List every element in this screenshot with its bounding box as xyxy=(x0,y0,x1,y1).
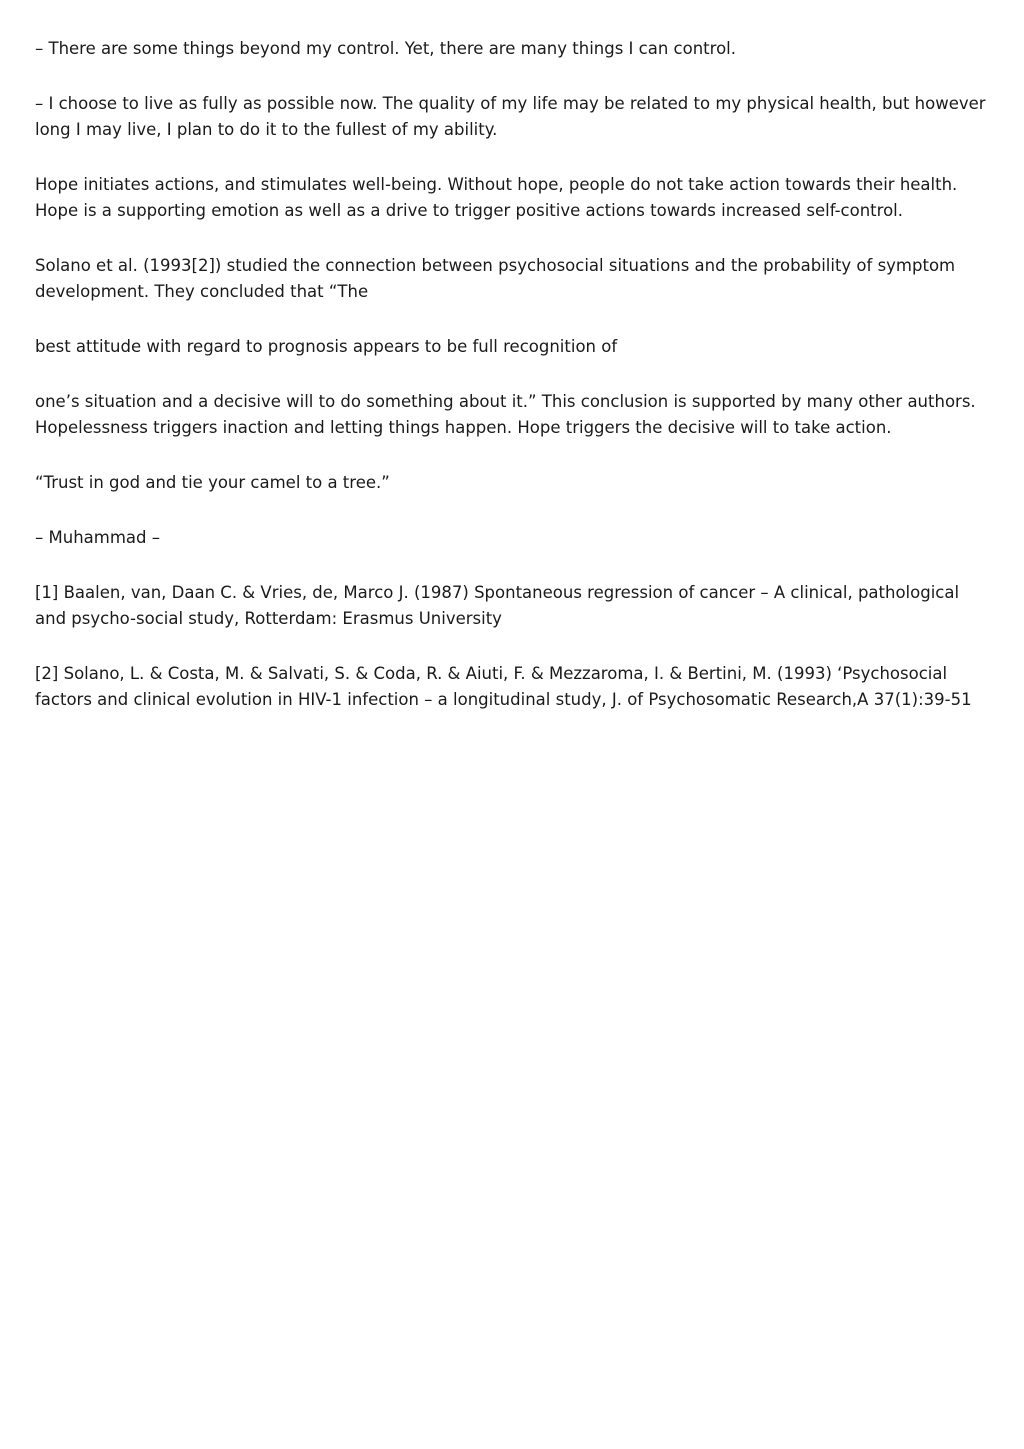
document-body xyxy=(35,36,995,742)
paragraph-control: – There are some things beyond my control. Yet, there are many things I can control. xyxy=(35,39,736,58)
paragraph-live-fully: – I choose to live as fully as possible now. The quality of my life may be related to my physical health, but however long I may live, I plan to do it to the fullest of my ability. xyxy=(35,94,986,139)
reference-2: [2] Solano, L. & Costa, M. & Salvati, S. & Coda, R. & Aiuti, F. & Mezzaroma, I. & Bertini, M. (1993) ‘Psychosocial factors and clinical evolution in HIV-1 infection – a longitudinal study, J. of Psychosomatic Research,A 37(1):39-51 xyxy=(35,664,972,709)
reference-1: [1] Baalen, van, Daan C. & Vries, de, Marco J. (1987) Spontaneous regression of cancer – A clinical, pathological and psycho-social study, Rotterdam: Erasmus University xyxy=(35,583,960,628)
paragraph-best-attitude: best attitude with regard to prognosis appears to be full recognition of xyxy=(35,337,618,356)
quote-camel: “Trust in god and tie your camel to a tree.” xyxy=(35,473,390,492)
quote-attribution: – Muhammad – xyxy=(35,528,160,547)
paragraph-hope-actions: Hope initiates actions, and stimulates well-being. Without hope, people do not take action towards their health. Hope is a supporting emotion as well as a drive to trigger positive actions towards increased self-control. xyxy=(35,175,958,220)
paragraph-decisive-will: one’s situation and a decisive will to do something about it.” This conclusion is supported by many other authors. Hopelessness triggers inaction and letting things happen. Hope triggers the decisive will to take action. xyxy=(35,392,976,437)
paragraph-solano-study: Solano et al. (1993[2]) studied the connection between psychosocial situations and the probability of symptom development. They concluded that “The xyxy=(35,256,956,301)
